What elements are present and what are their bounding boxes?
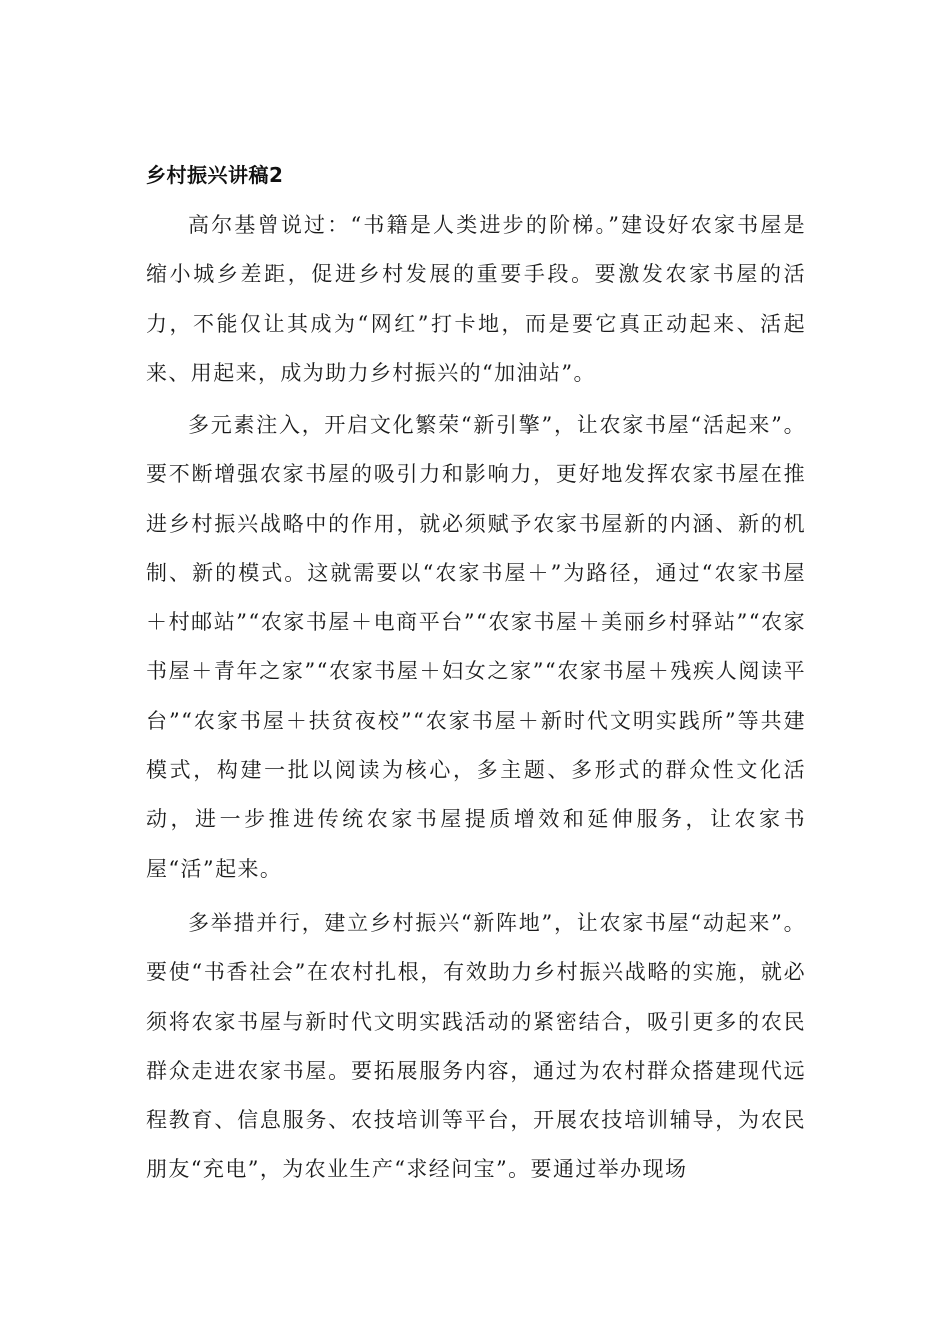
paragraph-1: 高尔基曾说过：“书籍是人类进步的阶梯。”建设好农家书屋是缩小城乡差距，促进乡村发展的重要手段。要激发农家书屋的活力，不能仅让其成为“网红”打卡地，而是要它真正动起来、活起来、用起来，成为助力乡村振兴的“加油站”。 <box>146 213 806 385</box>
paragraph-2: 多元素注入，开启文化繁荣“新引擎”，让农家书屋“活起来”。要不断增强农家书屋的吸引力和影响力，更好地发挥农家书屋在推进乡村振兴战略中的作用，就必须赋予农家书屋新的内涵、新的机制、新的模式。这就需要以“农家书屋＋”为路径，通过“农家书屋＋村邮站”“农家书屋＋电商平台”“农家书屋＋美丽乡村驿站”“农家书屋＋青年之家”“农家书屋＋妇女之家”“农家书屋＋残疾人阅读平台”“农家书屋＋扶贫夜校”“农家书屋＋新时代文明实践所”等共建模式，构建一批以阅读为核心，多主题、多形式的群众性文化活动，进一步推进传统农家书屋提质增效和延伸服务，让农家书屋“活”起来。 <box>146 413 806 881</box>
paragraph-3: 多举措并行，建立乡村振兴“新阵地”，让农家书屋“动起来”。要使“书香社会”在农村扎根，有效助力乡村振兴战略的实施，就必须将农家书屋与新时代文明实践活动的紧密结合，吸引更多的农民群众走进农家书屋。要拓展服务内容，通过为农村群众搭建现代远程教育、信息服务、农技培训等平台，开展农技培训辅导，为农民朋友“充电”，为农业生产“求经问宝”。要通过举办现场 <box>146 911 806 1182</box>
document-title: 乡村振兴讲稿2 <box>146 163 284 187</box>
